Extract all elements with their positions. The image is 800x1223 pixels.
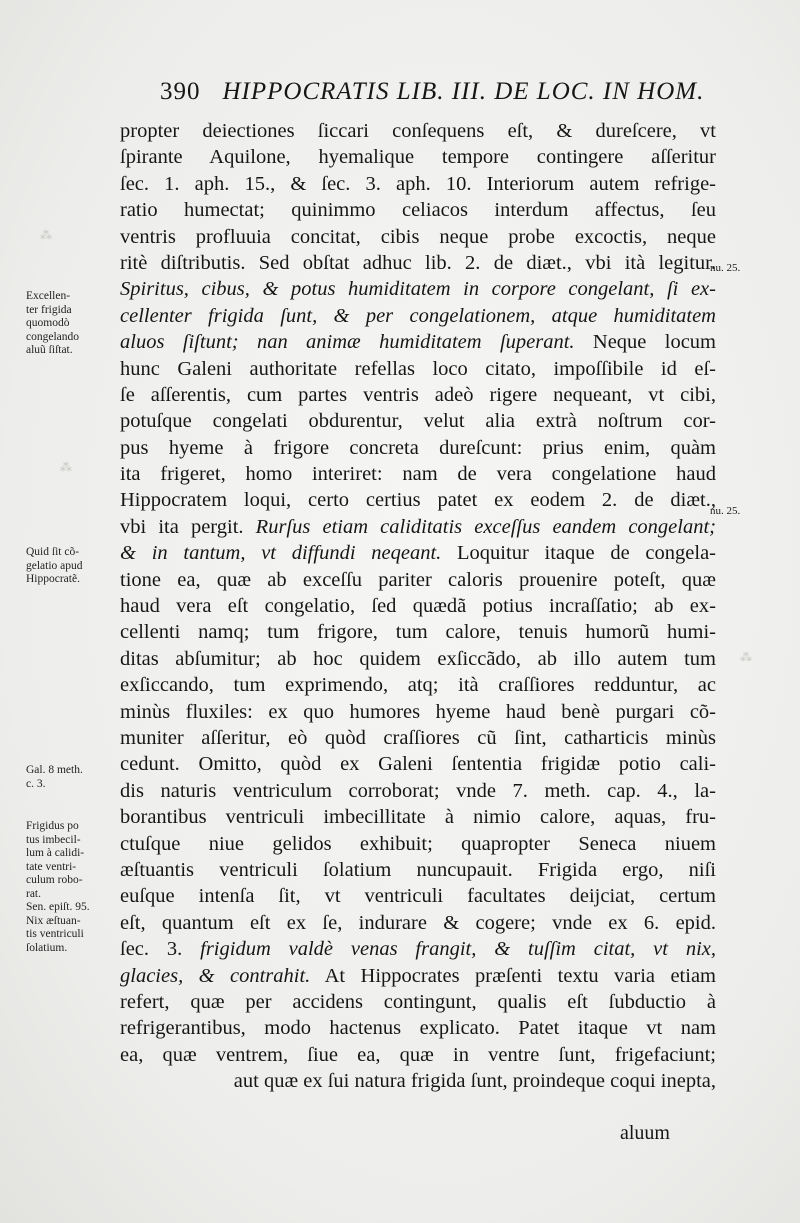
italic-quote: aluos ſiſtunt; nan animæ humiditatem ſuperant. (120, 331, 575, 354)
text-line (120, 646, 716, 672)
text-segment: cellenti namq; tum frigore, tum calore, tenuis humorũ humi- (120, 621, 716, 644)
text-line (120, 910, 716, 936)
text-line (120, 619, 716, 645)
text-segment: ſec. 1. aph. 15., & ſec. 3. aph. 10. Interiorum autem refrige- (120, 172, 716, 195)
text-segment: ratio humectat; quinimmo celiacos interdum affectus, ſeu (120, 199, 716, 222)
text-line (120, 989, 716, 1015)
margin-note (26, 764, 122, 791)
margin-reference: nu. 25. (710, 262, 741, 274)
text-segment: ſec. 3. (120, 938, 201, 961)
text-line (120, 303, 716, 329)
show-through-text: ⁂ (40, 228, 52, 242)
text-line (120, 487, 716, 513)
text-segment: aut quæ ex ſui natura frigida ſunt, proindeque coqui inepta, (233, 1070, 716, 1093)
text-segment: muniter aſſeritur, eò quòd craſſiores cũ ſint, catharticis minùs (120, 726, 716, 749)
text-line (120, 540, 716, 566)
text-line (120, 857, 716, 883)
text-line (120, 936, 716, 962)
text-line (120, 356, 716, 382)
text-segment: tione ea, quæ ab exceſſu pariter caloris prouenire poteſt, quæ (120, 568, 716, 591)
italic-quote: Rurſus etiam caliditatis exceſſus eandem congelant; (255, 515, 716, 538)
margin-note-line: aluũ ſiſtat. (26, 344, 73, 356)
text-line (120, 250, 716, 276)
margin-note-line: Nix æſtuan- (26, 914, 81, 927)
text-segment: ctuſque niue gelidos exhibuit; quapropter Seneca niuem (120, 832, 716, 855)
margin-note-line: Frigidus po (26, 820, 79, 832)
text-line (120, 699, 716, 725)
body-text (120, 118, 716, 1094)
margin-note (26, 546, 122, 587)
show-through-text: ⁂ (740, 650, 752, 664)
text-segment: potuſque congelati obdurentur, velut alia extrà noſtrum cor- (120, 410, 716, 433)
text-line (120, 171, 716, 197)
margin-note (26, 820, 122, 955)
text-segment: dis naturis ventriculum corroborat; vnde 7. meth. cap. 4., la- (120, 779, 716, 802)
text-line (120, 514, 716, 540)
running-title: HIPPOCRATIS LIB. III. DE LOC. IN HOM. (222, 78, 705, 105)
text-segment: cedunt. Omitto, quòd ex Galeni ſententia frigidæ potio cali- (120, 753, 716, 776)
margin-note-line: Excellen- (26, 290, 71, 302)
margin-note-line: lum à calidi- (26, 847, 85, 859)
margin-note-line: gelatio apud (26, 559, 83, 572)
text-segment: At Hippocrates præſenti textu varia etiam (310, 964, 716, 987)
text-line (120, 435, 716, 461)
text-line (120, 725, 716, 751)
text-segment: Loquitur itaque de congela- (441, 542, 716, 565)
italic-quote: frigidum valdè venas frangit, & tuſſim citat, vt nix, (200, 938, 716, 961)
show-through-text: ⁂ (60, 460, 72, 474)
text-line (120, 382, 716, 408)
text-line (120, 408, 716, 434)
text-line (120, 804, 716, 830)
text-line (120, 751, 716, 777)
text-segment: Neque locum (574, 331, 716, 354)
running-header (160, 78, 720, 114)
text-segment: borantibus ventriculi imbecillitate à nimio calore, aquas, fru- (120, 806, 716, 829)
margin-note-line: rat. (26, 887, 42, 900)
text-line (120, 831, 716, 857)
text-segment: ita frigeret, homo interiret: nam de vera congelatione haud (120, 463, 716, 486)
text-segment: pus hyeme à frigore concreta dureſcunt: prius enim, quàm (120, 436, 716, 459)
text-line (120, 883, 716, 909)
text-segment: refrigerantibus, modo hactenus explicato. Patet itaque vt nam (120, 1017, 716, 1040)
margin-note (26, 290, 122, 358)
margin-note-line: c. 3. (26, 777, 46, 790)
margin-note-line: quomodò (26, 317, 70, 329)
text-line (120, 1015, 716, 1041)
text-segment: Hippocratem loqui, certo certius patet ex eodem 2. de diæt., (120, 489, 716, 512)
text-line (120, 197, 716, 223)
margin-note-line: culum robo- (26, 874, 83, 886)
text-line (120, 276, 716, 302)
margin-note-line: tate ventri- (26, 860, 77, 873)
margin-reference: nu. 25. (710, 505, 741, 517)
text-segment: ventris profluuia concitat, cibis neque probe excoctis, neque (120, 225, 716, 248)
italic-quote: & in tantum, vt diffundi neqeant. (120, 542, 442, 565)
text-segment: minùs fluxiles: ex quo humores hyeme haud benè purgari cõ- (120, 700, 716, 723)
text-segment: ditas abſumitur; ab hoc quidem exſiccãdo, ab illo autem tum (120, 647, 716, 670)
text-line (120, 144, 716, 170)
margin-note-line: ſolatium. (26, 941, 68, 954)
text-line (120, 672, 716, 698)
text-line (120, 461, 716, 487)
page-number: 390 (160, 78, 201, 105)
text-segment: propter deiectiones ſiccari conſequens eſt, & dureſcere, vt (120, 120, 716, 142)
text-line (120, 778, 716, 804)
margin-note-line: Sen. epiſt. 95. (26, 901, 90, 913)
margin-note-line: Gal. 8 meth. (26, 764, 83, 776)
text-line (120, 593, 716, 619)
text-line (120, 567, 716, 593)
text-segment: haud vera eſt congelatio, ſed quædã potius incraſſatio; ab ex- (120, 595, 716, 618)
text-segment: exſiccando, tum exprimendo, atq; ità craſſiores redduntur, ac (120, 674, 716, 697)
text-segment: ſpirante Aquilone, hyemalique tempore contingere aſſeritur (120, 146, 716, 169)
margin-note-line: Hippocratẽ. (26, 573, 80, 585)
text-segment: eſt, quantum eſt ex ſe, indurare & cogere; vnde ex 6. epid. (120, 911, 716, 934)
text-line (120, 963, 716, 989)
italic-quote: glacies, & contrahit. (120, 964, 311, 987)
margin-note-line: tis ventriculi (26, 928, 84, 940)
catchword: aluum (620, 1122, 670, 1144)
text-line (120, 1068, 716, 1094)
text-segment: euſque intenſa ſit, vt ventriculi facultates deijciat, certum (120, 885, 716, 908)
text-segment: hunc Galeni authoritate refellas loco citato, impoſſibile id eſ- (120, 357, 716, 380)
text-line (120, 224, 716, 250)
text-line (120, 1042, 716, 1068)
margin-note-line: Quid ſit cõ- (26, 546, 80, 558)
italic-quote: Spiritus, cibus, & potus humiditatem in corpore congelant, ſi ex- (120, 278, 716, 301)
text-segment: ea, quæ ventrem, ſiue ea, quæ in ventre ſunt, frigefaciunt; (120, 1043, 716, 1066)
text-segment: refert, quæ per accidens contingunt, qualis eſt ſubductio à (120, 990, 716, 1013)
text-segment: ſe aſſerentis, cum partes ventris adeò rigere nequeant, vt cibi, (120, 383, 716, 406)
text-segment: vbi ita pergit. (120, 515, 256, 538)
margin-note-line: ter frigida (26, 303, 72, 316)
text-line (120, 118, 716, 144)
text-segment: æſtuantis ventriculi ſolatium nuncupauit. Frigida ergo, niſi (120, 858, 716, 881)
text-line (120, 329, 716, 355)
italic-quote: cellenter frigida ſunt, & per congelationem, atque humiditatem (120, 304, 716, 327)
margin-note-line: tus imbecil- (26, 833, 81, 846)
text-segment: ritè diſtributis. Sed obſtat adhuc lib. 2. de diæt., vbi ità legitur. (120, 251, 716, 274)
margin-note-line: congelando (26, 330, 80, 343)
